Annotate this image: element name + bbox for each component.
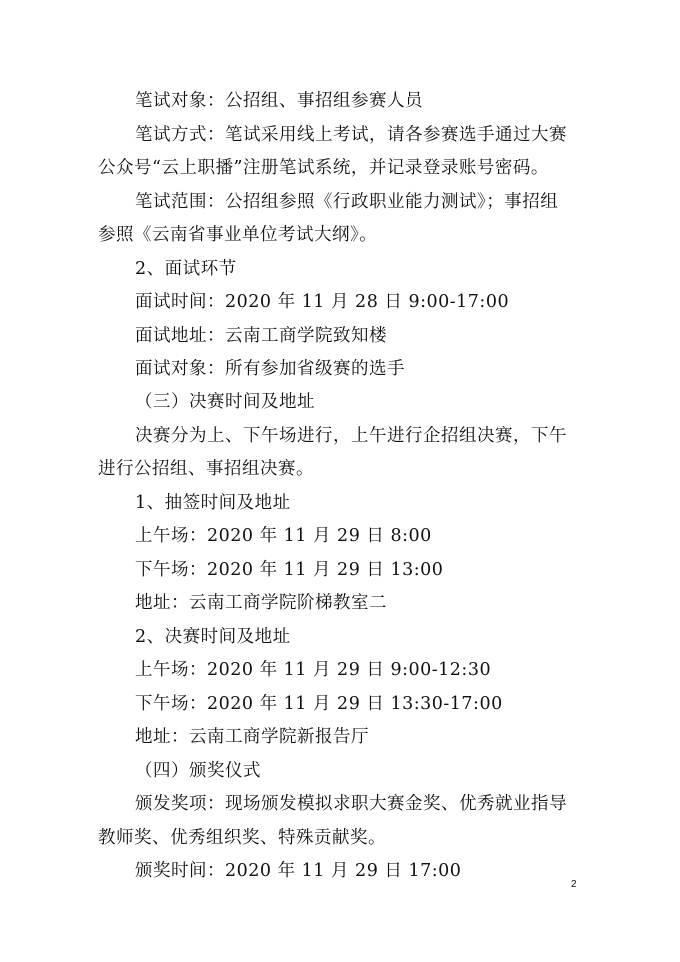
text-line: 颁发奖项：现场颁发模拟求职大赛金奖、优秀就业指导 — [135, 794, 567, 814]
page-number: 2 — [571, 879, 577, 890]
section-heading: 1、抽签时间及地址 — [135, 493, 291, 513]
text-line: 决赛分为上、下午场进行，上午进行企招组决赛，下午 — [135, 426, 567, 446]
text-line: 笔试范围：公招组参照《行政职业能力测试》；事招组 — [135, 192, 559, 212]
text-line: 下午场：2020 年 11 月 29 日 13:30-17:00 — [135, 694, 503, 714]
text-line: 面试时间：2020 年 11 月 28 日 9:00-17:00 — [135, 292, 510, 312]
section-heading: 2、决赛时间及地址 — [135, 627, 291, 647]
text-line: 地址：云南工商学院新报告厅 — [135, 727, 369, 747]
text-line: 进行公招组、事招组决赛。 — [98, 459, 314, 479]
text-line: 上午场：2020 年 11 月 29 日 9:00-12:30 — [135, 660, 492, 680]
text-line: 参照《云南省事业单位考试大纲》。 — [98, 225, 378, 245]
section-heading: （四）颁奖仪式 — [135, 761, 261, 781]
text-line: 下午场：2020 年 11 月 29 日 13:00 — [135, 560, 444, 580]
text-line: 上午场：2020 年 11 月 29 日 8:00 — [135, 526, 432, 546]
section-heading: （三）决赛时间及地址 — [135, 392, 315, 412]
text-line: 颁奖时间：2020 年 11 月 29 日 17:00 — [135, 861, 462, 881]
text-line: 教师奖、优秀组织奖、特殊贡献奖。 — [98, 828, 386, 848]
text-line: 公众号“云上职播”注册笔试系统，并记录登录账号密码。 — [98, 158, 549, 178]
section-heading: 2、面试环节 — [135, 259, 237, 279]
text-line: 面试地址：云南工商学院致知楼 — [135, 326, 387, 346]
text-line: 笔试对象：公招组、事招组参赛人员 — [135, 91, 423, 111]
text-line: 地址：云南工商学院阶梯教室二 — [135, 593, 387, 613]
text-line: 面试对象：所有参加省级赛的选手 — [135, 359, 405, 379]
text-line: 笔试方式：笔试采用线上考试，请各参赛选手通过大赛 — [135, 125, 567, 145]
